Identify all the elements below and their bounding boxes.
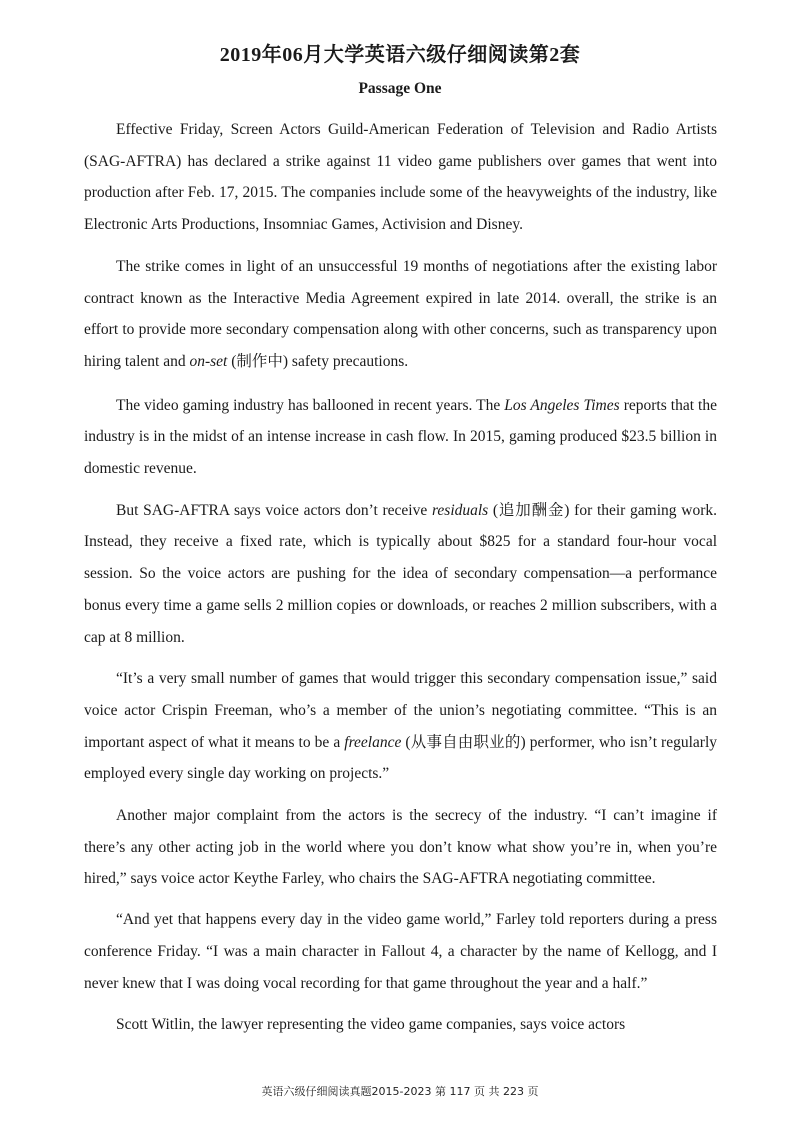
paragraph-3-text-b: reports that the industry is in the midst of an intense increase in cash flow. In 2015, gaming produced $23.5 billion in domestic revenue.: [84, 396, 717, 478]
paragraph-2-text-b: (制作中) safety precautions.: [227, 352, 409, 370]
paragraph-5-italic: freelance: [344, 733, 402, 751]
page-footer: 英语六级仔细阅读真题2015-2023 第 117 页 共 223 页: [261, 1085, 539, 1098]
paragraph-3: [84, 390, 717, 485]
paragraph-4-text-b: (追加酬金) for their gaming work. Instead, they receive a fixed rate, which is typically about $825 for a standard four-hour vocal session. So the voice actors are pushing for the idea of secondary compensation—a performance bonus every time a game sells 2 million copies or downloads, or reaches 2 million subscribers, with a cap at 8 million.: [84, 501, 717, 646]
paragraph-4-text-a: But SAG-AFTRA says voice actors don’t receive: [116, 501, 432, 519]
paragraph-2: [84, 251, 717, 378]
passage-heading: Passage One: [358, 80, 442, 97]
paragraph-8: Scott Witlin, the lawyer representing the video game companies, says voice actors: [116, 1016, 626, 1034]
paragraph-2-italic: on-set: [189, 352, 228, 370]
paragraph-1: Effective Friday, Screen Actors Guild-American Federation of Television and Radio Artists (SAG-AFTRA) has declared a strike against 11 video game publishers over games that went into production after Feb. 17, 2015. The companies include some of the heavyweights of the industry, like Electronic Arts Productions, Insomniac Games, Activision and Disney.: [84, 121, 717, 234]
paragraph-6: Another major complaint from the actors is the secrecy of the industry. “I can’t imagine if there’s any other acting job in the world where you don’t know what show you’re in, when you’re hired,” says voice actor Keythe Farley, who chairs the SAG-AFTRA negotiating committee.: [84, 807, 717, 888]
paragraph-4: [84, 495, 717, 654]
paragraph-5-text-a: “It’s a very small number of games that would trigger this secondary compensation issue,” said voice actor Crispin Freeman, who’s a member of the union’s negotiating committee. “This is an important aspect of what it means to be a: [84, 670, 717, 751]
paragraph-3-text-a: The video gaming industry has ballooned in recent years. The: [116, 396, 505, 414]
paragraph-2-text-a: The strike comes in light of an unsuccessful 19 months of negotiations after the existing labor contract known as the Interactive Media Agreement expired in late 2014. overall, the strike is an effort to provide more secondary compensation along with other concerns, such as transparency upon hiring talent and: [84, 257, 717, 370]
passage-body: [84, 114, 717, 1051]
paragraph-5: [84, 663, 717, 790]
paragraph-5-text-b: (从事自由职业的) performer, who isn’t regularly employed every single day working on projects.”: [84, 733, 717, 783]
paragraph-4-italic: residuals: [431, 501, 489, 519]
paragraph-3-italic: Los Angeles Times: [504, 396, 620, 414]
paragraph-7: “And yet that happens every day in the video game world,” Farley told reporters during a press conference Friday. “I was a main character in Fallout 4, a character by the name of Kellogg, and I never knew that I was doing vocal recording for that game throughout the year and a half.”: [84, 911, 717, 992]
page-title: 2019年06月大学英语六级仔细阅读第2套: [219, 44, 581, 66]
